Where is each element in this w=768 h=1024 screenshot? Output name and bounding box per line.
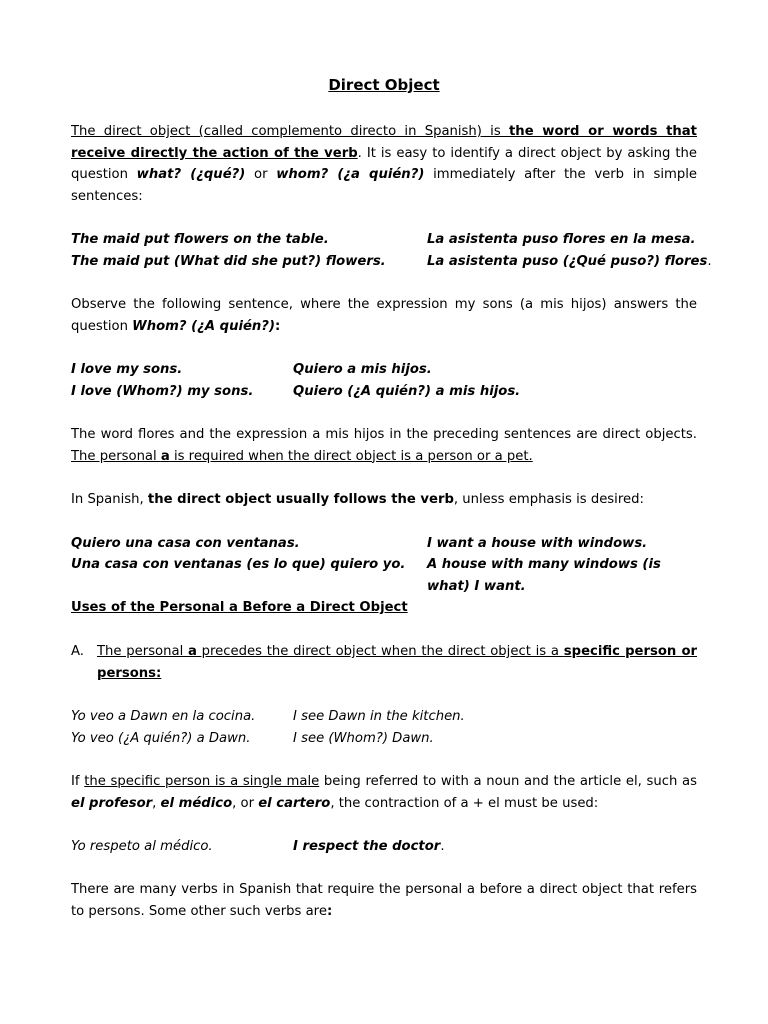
example-1-es-line-1: La asistenta puso flores en la mesa. bbox=[427, 232, 696, 247]
flores-text-4: is required when the direct object is a person or a pet. bbox=[169, 448, 533, 464]
list-marker-a: A. bbox=[71, 644, 84, 659]
male-paragraph bbox=[71, 771, 697, 814]
male-text-1: If bbox=[71, 774, 85, 789]
observe-text-1: Observe the following sentence, where the expression my sons (a mis hijos) answers the question bbox=[71, 297, 697, 334]
item-a-personal-a: a bbox=[188, 644, 197, 659]
male-el-cartero: el cartero bbox=[258, 795, 331, 811]
example-4-es-line-1: Yo veo a Dawn en la cocina. bbox=[71, 709, 256, 724]
example-1-es-line-2-end: . bbox=[707, 254, 712, 269]
example-1-es-line-2 bbox=[427, 251, 712, 273]
many-verbs-colon: : bbox=[326, 903, 333, 919]
item-a-paragraph bbox=[97, 641, 697, 684]
example-5-en-end: . bbox=[440, 839, 445, 854]
intro-text-7: immediately after the verb in simple sentences: bbox=[71, 167, 697, 204]
intro-definition: the word or words that receive directly the action of the verb bbox=[71, 124, 697, 161]
flores-paragraph bbox=[71, 424, 697, 467]
male-text-9: , the contraction of a + el must be used: bbox=[330, 795, 599, 811]
male-text-7: , or bbox=[232, 795, 259, 811]
example-5-es: Yo respeto al médico. bbox=[71, 839, 213, 854]
many-verbs-paragraph bbox=[71, 879, 697, 922]
intro-what: what? (¿qué?) bbox=[136, 167, 246, 183]
example-1-en-line-2: The maid put (What did she put?) flowers. bbox=[71, 254, 386, 269]
example-3-en-line-1: I want a house with windows. bbox=[427, 536, 648, 551]
male-text-3: being referred to with a noun and the article el, such as bbox=[319, 774, 697, 789]
example-2-es-line-1: Quiero a mis hijos. bbox=[293, 362, 432, 377]
example-2-en-line-2: I love (Whom?) my sons. bbox=[71, 384, 254, 399]
flores-text-2: The personal bbox=[71, 448, 161, 464]
example-4-en-line-2: I see (Whom?) Dawn. bbox=[293, 731, 434, 746]
follows-paragraph bbox=[71, 489, 697, 511]
example-2-en-line-1: I love my sons. bbox=[71, 362, 183, 377]
item-a-text-3: precedes the direct object when the direct object is a bbox=[196, 644, 564, 659]
example-3-es-line-1: Quiero una casa con ventanas. bbox=[71, 536, 300, 551]
male-specific-person: the specific person is a single male bbox=[84, 774, 320, 789]
example-5-en-text: I respect the doctor bbox=[293, 839, 441, 854]
intro-whom: whom? (¿a quién?) bbox=[276, 167, 425, 183]
intro-text-1: The direct object (called complemento directo in Spanish) is bbox=[71, 124, 509, 139]
follows-rule: the direct object usually follows the verb bbox=[147, 492, 454, 507]
example-4-es-line-2: Yo veo (¿A quién?) a Dawn. bbox=[71, 731, 251, 746]
example-3-es-line-2: Una casa con ventanas (es lo que) quiero yo. bbox=[71, 557, 406, 572]
flores-personal-a: a bbox=[160, 448, 170, 464]
intro-text-3: . It is easy to identify a direct object by asking the question bbox=[71, 145, 697, 183]
male-el-medico: el médico bbox=[160, 795, 233, 811]
observe-paragraph bbox=[71, 294, 697, 337]
flores-text-1: The word flores and the expression a mis hijos in the preceding sentences are direct objects. bbox=[71, 427, 697, 442]
follows-text-1: In Spanish, bbox=[71, 492, 148, 507]
item-a-text-1: The personal bbox=[97, 644, 188, 659]
observe-text-3: : bbox=[274, 318, 281, 334]
example-5-en bbox=[293, 836, 445, 858]
male-text-5: , bbox=[152, 795, 161, 811]
page-title: Direct Object bbox=[328, 76, 440, 94]
example-4-en-line-1: I see Dawn in the kitchen. bbox=[293, 709, 465, 724]
many-verbs-text-1: There are many verbs in Spanish that require the personal a before a direct object that refers to persons. Some other such verbs are bbox=[71, 882, 697, 919]
observe-whom: Whom? (¿A quién?) bbox=[132, 318, 275, 334]
intro-text-5: or bbox=[245, 167, 277, 183]
uses-heading: Uses of the Personal a Before a Direct Object bbox=[71, 600, 408, 615]
item-a-specific: specific person or persons: bbox=[97, 644, 698, 681]
example-2-es-line-2: Quiero (¿A quién?) a mis hijos. bbox=[293, 384, 521, 399]
example-1-en-line-1: The maid put flowers on the table. bbox=[71, 232, 329, 247]
example-3-en-line-2: A house with many windows (is what) I want. bbox=[427, 557, 661, 594]
intro-paragraph bbox=[71, 121, 697, 207]
follows-text-3: , unless emphasis is desired: bbox=[453, 492, 644, 507]
example-1-es-line-2-text: La asistenta puso (¿Qué puso?) flores bbox=[427, 254, 708, 269]
male-el-profesor: el profesor bbox=[71, 795, 153, 811]
